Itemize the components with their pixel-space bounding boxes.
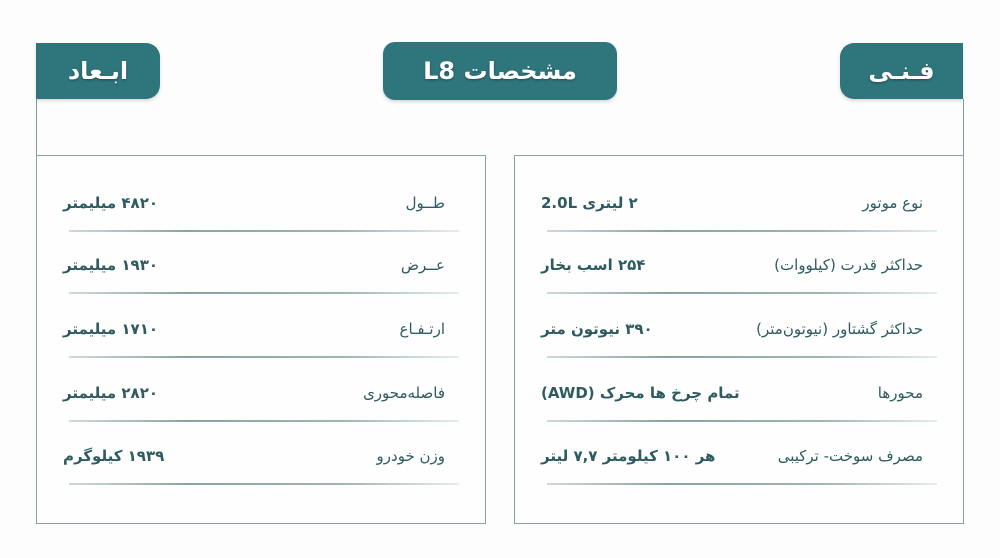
spec-label: مصرف سوخت- ترکیبی: [777, 447, 923, 465]
spec-label: نوع موتور: [862, 194, 923, 212]
page-title: [383, 42, 617, 100]
technical-header: [840, 43, 963, 99]
spec-label: محورها: [877, 384, 923, 402]
table-row: [63, 282, 459, 346]
table-row: [63, 218, 459, 282]
table-row: [541, 409, 937, 473]
spec-value: ۲۵۴ اسب بخار: [541, 256, 646, 274]
spec-label: حداکثر قدرت (کیلووات): [774, 256, 923, 274]
table-row: [63, 409, 459, 473]
spec-label: فاصله‌محوری: [363, 384, 445, 402]
spec-value: ۳۹۰ نیوتون متر: [541, 320, 653, 338]
table-row: [63, 346, 459, 410]
table-row: [541, 156, 937, 220]
spec-value: تمام چرخ ها محرک (AWD): [541, 384, 740, 402]
technical-frame-line: [963, 99, 964, 155]
page-title-label: مشخصات L8: [423, 57, 577, 85]
spec-label: وزن خودرو: [376, 447, 445, 465]
spec-label: عــرض: [400, 256, 445, 274]
dimensions-header-label: ابـعاد: [67, 57, 129, 85]
row-divider: [69, 483, 459, 485]
spec-label: حداکثر گشتاور (نیوتون‌متر): [756, 320, 923, 338]
dimensions-header: [36, 43, 160, 99]
dimensions-table: [36, 155, 486, 524]
technical-table: [514, 155, 964, 524]
table-row: [541, 218, 937, 282]
table-row: [63, 156, 459, 220]
spec-value: ۱۹۳۰ میلیمتر: [63, 256, 159, 274]
spec-value: ۱۷۱۰ میلیمتر: [63, 320, 159, 338]
table-row: [541, 282, 937, 346]
spec-value: ۱۹۳۹ کیلوگرم: [63, 447, 165, 465]
technical-header-label: فـنـی: [868, 57, 935, 85]
spec-value: ۲۸۲۰ میلیمتر: [63, 384, 159, 402]
row-divider: [547, 483, 937, 485]
spec-value: ۲ لیتری 2.0L: [541, 194, 638, 212]
dimensions-frame-line: [36, 99, 37, 155]
spec-label: طــول: [405, 194, 445, 212]
spec-value: ۴۸۲۰ میلیمتر: [63, 194, 159, 212]
table-row: [541, 346, 937, 410]
spec-value: هر ۱۰۰ کیلومتر ۷,۷ لیتر: [541, 447, 716, 465]
spec-label: ارتـفـاع: [399, 320, 445, 338]
